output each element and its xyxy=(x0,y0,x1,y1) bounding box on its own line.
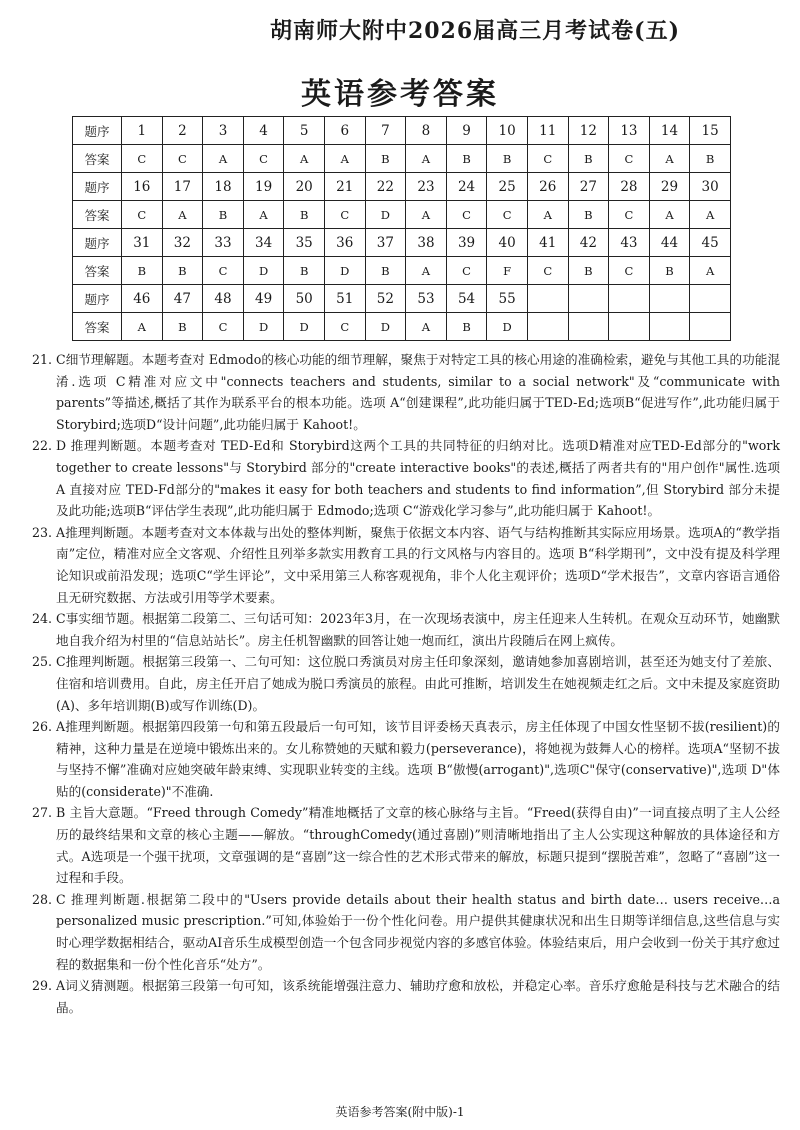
answer-cell: A xyxy=(406,257,447,285)
answer-cell xyxy=(527,313,568,341)
row-label-answer: 答案 xyxy=(73,257,122,285)
question-number-cell: 24 xyxy=(446,173,487,201)
question-number-cell: 18 xyxy=(203,173,244,201)
answer-cell: A xyxy=(324,145,365,173)
question-number-cell: 1 xyxy=(122,117,163,145)
question-number-row xyxy=(73,173,731,201)
answer-cell: C xyxy=(243,145,284,173)
answer-cell: A xyxy=(284,145,325,173)
question-number-cell: 52 xyxy=(365,285,406,313)
answer-cell: C xyxy=(609,145,650,173)
answer-cell: B xyxy=(446,313,487,341)
answer-cell: B xyxy=(568,257,609,285)
question-number-cell: 13 xyxy=(609,117,650,145)
question-number-cell: 10 xyxy=(487,117,528,145)
page-footer: 英语参考答案(附中版)-1 xyxy=(335,1105,465,1119)
explanation-text: A推理判断题。根据第四段第一句和第五段最后一句可知，该节目评委杨天真表示，房主任体现了中国女性坚韧不拔(resilient)的精神，这种力量是在逆境中锻炼出来的。女儿称赞她的天赋和毅力(perseverance)，将她视为鼓舞人心的榜样。选项A“坚韧不拔与坚持不懈”准确对应她突破年龄束缚、实现职业转变的主线。选项 B“傲慢(arrogant)",选项C"保守(conservative)",选项 D"体贴的(considerate)"不准确. xyxy=(56,719,780,799)
question-number-row xyxy=(73,117,731,145)
question-number-cell: 45 xyxy=(690,229,731,257)
answer-cell: B xyxy=(122,257,163,285)
answer-cell: B xyxy=(568,201,609,229)
question-number: 23. xyxy=(32,524,53,540)
question-number-cell: 39 xyxy=(446,229,487,257)
explanation-item xyxy=(34,716,780,802)
answer-cell: B xyxy=(690,145,731,173)
answer-cell: C xyxy=(122,201,163,229)
question-number-cell: 49 xyxy=(243,285,284,313)
answer-cell: A xyxy=(527,201,568,229)
answer-cell: C xyxy=(203,313,244,341)
question-number: 22. xyxy=(32,438,53,454)
answer-cell: A xyxy=(649,145,690,173)
question-number-cell: 7 xyxy=(365,117,406,145)
question-number-row xyxy=(73,285,731,313)
question-number-cell: 41 xyxy=(527,229,568,257)
question-number-cell: 37 xyxy=(365,229,406,257)
question-number-cell: 11 xyxy=(527,117,568,145)
question-number-cell: 20 xyxy=(284,173,325,201)
question-number-cell: 47 xyxy=(162,285,203,313)
question-number: 24. xyxy=(32,611,53,627)
row-label-number: 题序 xyxy=(73,117,122,145)
answer-cell: B xyxy=(568,145,609,173)
answer-row xyxy=(73,201,731,229)
question-number-cell: 54 xyxy=(446,285,487,313)
answer-cell: D xyxy=(324,257,365,285)
exam-school-title: 胡南师大附中2026届高三月考试卷(五) xyxy=(269,18,680,44)
question-number-cell: 9 xyxy=(446,117,487,145)
answer-cell: A xyxy=(122,313,163,341)
answer-cell: C xyxy=(527,145,568,173)
explanation-text: B 主旨大意题。“Freed through Comedy”精准地概括了文章的核心脉络与主旨。“Freed(获得自由)”一词直接点明了主人公经历的最终结果和文章的核心主题——解放。“throughComedy(通过喜剧)”则清晰地指出了主人公实现这种解放的具体途径和方式。A选项是一个强干扰项，文章强调的是“喜剧”这一综合性的艺术形式带来的解放，标题只提到“摆脱苦难”，忽略了“喜剧”这一过程和手段。 xyxy=(56,805,780,886)
question-number-cell: 44 xyxy=(649,229,690,257)
question-number-cell: 27 xyxy=(568,173,609,201)
explanation-item xyxy=(34,889,780,975)
question-number-cell: 31 xyxy=(122,229,163,257)
answer-cell: B xyxy=(284,201,325,229)
question-number-cell: 46 xyxy=(122,285,163,313)
question-number-cell: 16 xyxy=(122,173,163,201)
explanation-item xyxy=(34,975,780,1018)
answer-cell: D xyxy=(243,257,284,285)
question-number-cell: 8 xyxy=(406,117,447,145)
question-number-cell: 5 xyxy=(284,117,325,145)
explanation-text: C事实细节题。根据第二段第二、三句话可知：2023年3月，在一次现场表演中，房主任迎来人生转机。在观众互动环节，她幽默地自我介绍为村里的“信息站站长”。房主任机智幽默的回答让她一炮而红，演出片段随后在网上疯传。 xyxy=(56,611,780,648)
explanation-item xyxy=(34,651,780,716)
row-label-answer: 答案 xyxy=(73,145,122,173)
question-number-cell: 42 xyxy=(568,229,609,257)
answer-cell: A xyxy=(162,201,203,229)
question-number-cell: 51 xyxy=(324,285,365,313)
answer-cell: A xyxy=(406,313,447,341)
question-number-cell: 33 xyxy=(203,229,244,257)
answer-cell: B xyxy=(203,201,244,229)
answer-cell: A xyxy=(243,201,284,229)
answer-table xyxy=(72,116,731,341)
answer-cell: B xyxy=(487,145,528,173)
answer-cell: C xyxy=(162,145,203,173)
answer-cell: F xyxy=(487,257,528,285)
explanation-item xyxy=(34,349,780,435)
explanation-text: C 推理判断题.根据第二段中的"Users provide details about their health status and birth date… users receive…a personalized music prescription.”可知,体验始于一份个性化问卷。用户提供其健康状况和出生日期等详细信息,这些信息与实时心理学数据相结合，驱动AI音乐生成模型创造一个包含同步视觉内容的多感官体验。体验结束后，用户会收到一份关于其疗愈过程的数据集和一份个性化音乐“处方”。 xyxy=(56,891,780,972)
question-number-cell: 40 xyxy=(487,229,528,257)
explanation-item xyxy=(34,802,780,888)
answer-cell: C xyxy=(446,257,487,285)
answer-cell: D xyxy=(487,313,528,341)
answer-cell: C xyxy=(324,201,365,229)
question-number: 28. xyxy=(32,891,53,907)
question-number-cell: 36 xyxy=(324,229,365,257)
question-number-cell: 48 xyxy=(203,285,244,313)
explanation-text: A词义猜测题。根据第三段第一句可知，该系统能增强注意力、辅助疗愈和放松，并稳定心率。音乐疗愈舱是科技与艺术融合的结晶。 xyxy=(56,978,780,1015)
row-label-answer: 答案 xyxy=(73,313,122,341)
question-number-cell: 12 xyxy=(568,117,609,145)
question-number-cell: 29 xyxy=(649,173,690,201)
page-title: 英语参考答案 xyxy=(301,77,499,112)
question-number-cell: 38 xyxy=(406,229,447,257)
question-number-cell xyxy=(568,285,609,313)
answer-cell: B xyxy=(284,257,325,285)
answer-cell xyxy=(568,313,609,341)
explanation-text: C推理判断题。根据第三段第一、二句可知：这位脱口秀演员对房主任印象深刻，邀请她参加喜剧培训，甚至还为她支付了差旅、住宿和培训费用。自此，房主任开启了她成为脱口秀演员的旅程。由此可推断，培训发生在她视频走红之后。文中未提及家庭资助(A)、多年培训期(B)或写作训练(D)。 xyxy=(56,654,780,713)
question-number-cell: 4 xyxy=(243,117,284,145)
question-number-cell: 30 xyxy=(690,173,731,201)
explanation-item xyxy=(34,608,780,651)
question-number-cell: 53 xyxy=(406,285,447,313)
answer-cell xyxy=(690,313,731,341)
question-number-cell: 17 xyxy=(162,173,203,201)
answer-cell: B xyxy=(365,145,406,173)
answer-cell: A xyxy=(203,145,244,173)
answer-cell: D xyxy=(365,201,406,229)
question-number-cell: 34 xyxy=(243,229,284,257)
question-number: 27. xyxy=(32,805,53,821)
row-label-number: 题序 xyxy=(73,285,122,313)
answer-cell xyxy=(609,313,650,341)
answer-cell: C xyxy=(609,201,650,229)
answer-cell: D xyxy=(365,313,406,341)
answer-cell: B xyxy=(649,257,690,285)
answer-cell: B xyxy=(162,257,203,285)
answer-cell: C xyxy=(527,257,568,285)
answer-row xyxy=(73,145,731,173)
explanation-item xyxy=(34,522,780,608)
answer-cell: B xyxy=(162,313,203,341)
question-number-cell: 3 xyxy=(203,117,244,145)
question-number-cell xyxy=(527,285,568,313)
answer-row xyxy=(73,313,731,341)
question-number-cell: 26 xyxy=(527,173,568,201)
question-number-cell: 35 xyxy=(284,229,325,257)
question-number-cell: 28 xyxy=(609,173,650,201)
answer-cell: A xyxy=(406,145,447,173)
answer-cell: A xyxy=(406,201,447,229)
question-number-cell xyxy=(609,285,650,313)
question-number-cell: 50 xyxy=(284,285,325,313)
page-header xyxy=(0,14,800,113)
explanation-text: A推理判断题。本题考查对文本体裁与出处的整体判断，聚焦于依据文本内容、语气与结构推断其实际应用场景。选项A的“教学指南”定位，精准对应全文客观、介绍性且列举多款实用教育工具的行文风格与内容目的。选项 B“科学期刊”，文中没有提及科学理论知识或前沿发现；选项C“学生评论”，文中采用第三人称客观视角，非个人化主观评价；选项D“学术报告”，文章内容语言通俗且无研究数据、方法或引用等学术要素。 xyxy=(56,524,780,605)
question-number: 29. xyxy=(32,978,53,994)
question-number: 21. xyxy=(32,352,53,367)
answer-cell: C xyxy=(122,145,163,173)
question-number-cell: 22 xyxy=(365,173,406,201)
question-number-cell: 15 xyxy=(690,117,731,145)
answer-cell: B xyxy=(365,257,406,285)
explanation-list xyxy=(34,349,780,1018)
answer-cell: C xyxy=(609,257,650,285)
question-number-cell: 55 xyxy=(487,285,528,313)
answer-cell: C xyxy=(203,257,244,285)
question-number: 25. xyxy=(32,654,53,670)
answer-cell: A xyxy=(690,257,731,285)
question-number-cell xyxy=(649,285,690,313)
answer-cell: B xyxy=(446,145,487,173)
question-number-cell: 14 xyxy=(649,117,690,145)
answer-cell: A xyxy=(649,201,690,229)
answer-cell: C xyxy=(324,313,365,341)
question-number-cell: 21 xyxy=(324,173,365,201)
answer-cell xyxy=(649,313,690,341)
question-number-cell: 23 xyxy=(406,173,447,201)
row-label-number: 题序 xyxy=(73,173,122,201)
question-number-cell: 6 xyxy=(324,117,365,145)
question-number-cell: 2 xyxy=(162,117,203,145)
question-number-row xyxy=(73,229,731,257)
row-label-number: 题序 xyxy=(73,229,122,257)
question-number-cell: 43 xyxy=(609,229,650,257)
answer-cell: D xyxy=(243,313,284,341)
answer-cell: A xyxy=(690,201,731,229)
explanation-item xyxy=(34,435,780,521)
question-number-cell: 19 xyxy=(243,173,284,201)
question-number-cell xyxy=(690,285,731,313)
explanation-text: C细节理解题。本题考查对 Edmodo的核心功能的细节理解，聚焦于对特定工具的核心用途的准确检索，避免与其他工具的功能混淆.选项 C精准对应文中"connects teachers and students, similar to a social network"及“communicate with parents”等描述,概括了其作为联系平台的根本功能。选项 A“创建课程”,此功能归属于TED-Ed;选项B“促进写作”,此功能归属于 Storybird;选项D“设计问题”,此功能归属于 Kahoot!。 xyxy=(56,352,780,432)
explanation-text: D 推理判断题。本题考查对 TED-Ed和 Storybird这两个工具的共同特征的归纳对比。选项D精准对应TED-Ed部分的"work together to create lessons"与 Storybird 部分的"create interactive books"的表述,概括了两者共有的"用户创作"属性.选项 A 直接对应 TED-Fd部分的"makes it easy for both teachers and students to find information”,但 Storybird 部分未提及此功能;选项B“评估学生表现”,此功能归属于 Edmodo;选项 C“游戏化学习参与”,此功能归属于 Kahoot!。 xyxy=(56,438,780,519)
answer-cell: C xyxy=(487,201,528,229)
answer-cell: D xyxy=(284,313,325,341)
answer-row xyxy=(73,257,731,285)
row-label-answer: 答案 xyxy=(73,201,122,229)
answer-cell: C xyxy=(446,201,487,229)
question-number-cell: 32 xyxy=(162,229,203,257)
question-number-cell: 25 xyxy=(487,173,528,201)
question-number: 26. xyxy=(32,719,53,735)
